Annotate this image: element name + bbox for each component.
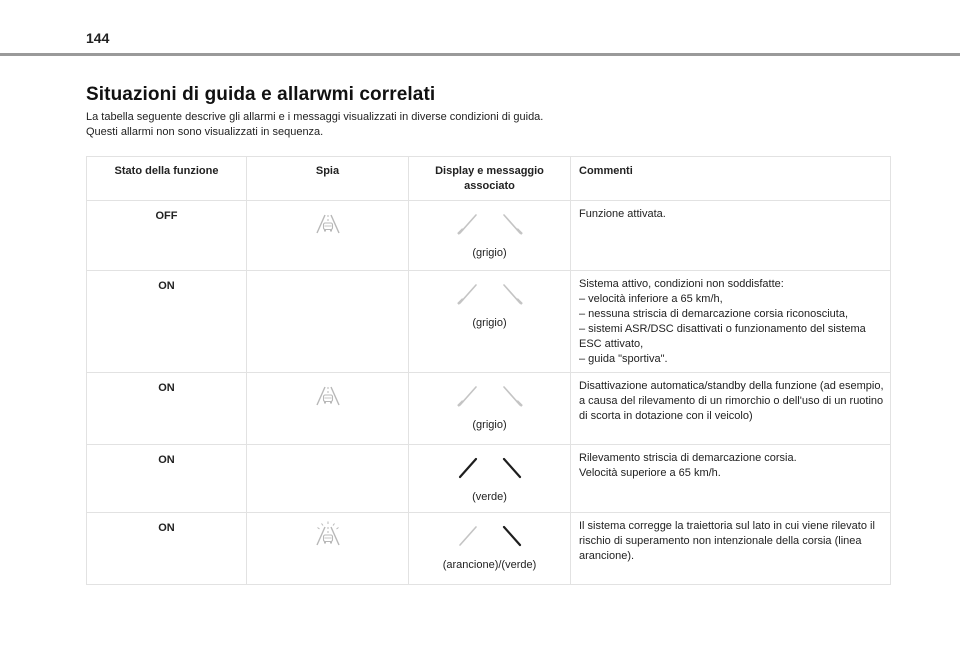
comment-cell: [571, 373, 891, 445]
lane-assist-active-icon: [314, 521, 342, 552]
comment-cell: [571, 201, 891, 271]
display-message-cell: [409, 445, 571, 513]
function-state: ON: [87, 513, 247, 585]
page-number: 144: [86, 30, 110, 46]
function-state: ON: [87, 271, 247, 373]
function-state: ON: [87, 373, 247, 445]
comment-line: Il sistema corregge la traiettoria sul lato in cui viene rilevato il rischio di superamento non intenzionale della corsia (linea arancione).: [579, 520, 875, 562]
display-message-cell: [409, 201, 571, 271]
function-state: OFF: [87, 201, 247, 271]
display-color-label: (grigio): [472, 247, 507, 259]
lane-assist-grey-icon: [314, 209, 342, 240]
lane-lines-green-icon: [415, 451, 564, 484]
comment-line: Rilevamento striscia di demarcazione corsia.: [579, 452, 797, 464]
table-header-row: [87, 157, 891, 201]
comment-line: – velocità inferiore a 65 km/h,: [579, 293, 723, 305]
function-state: ON: [87, 445, 247, 513]
comment-line: – nessuna striscia di demarcazione corsia riconosciuta,: [579, 308, 849, 320]
header-spia: Spia: [247, 157, 409, 201]
table-row: [87, 373, 891, 445]
table-row: [87, 445, 891, 513]
comment-cell: [571, 445, 891, 513]
lane-lines-orange-green-icon: [415, 519, 564, 552]
comment-line: Funzione attivata.: [579, 208, 666, 220]
comment-line: Disattivazione automatica/standby della funzione (ad esempio, a causa del rilevamento di un rimorchio o dell'uso di un ruotino di scorta in dotazione con il veicolo): [579, 380, 884, 422]
lane-assist-grey-icon: [314, 381, 342, 412]
table-row: [87, 513, 891, 585]
warning-light-cell: [247, 373, 409, 445]
header-comments: Commenti: [571, 157, 891, 201]
lane-lines-grey-icon: [415, 207, 564, 240]
lane-lines-grey-icon: [415, 277, 564, 310]
page-title: Situazioni di guida e allarwmi correlati: [86, 84, 436, 105]
intro-line-1: La tabella seguente descrive gli allarmi e i messaggi visualizzati in diverse condizioni di guida.: [86, 111, 544, 123]
display-message-cell: [409, 271, 571, 373]
warning-light-cell: [247, 513, 409, 585]
warning-light-cell: [247, 201, 409, 271]
alarm-table: [86, 156, 891, 585]
lane-lines-grey-icon: [415, 379, 564, 412]
comment-line: – guida "sportiva".: [579, 353, 668, 365]
display-message-cell: [409, 513, 571, 585]
table-row: [87, 201, 891, 271]
display-message-cell: [409, 373, 571, 445]
warning-light-cell: [247, 445, 409, 513]
comment-cell: [571, 513, 891, 585]
header-rule: [0, 53, 960, 56]
comment-cell: [571, 271, 891, 373]
header-state: Stato della funzione: [87, 157, 247, 201]
intro-text: [86, 110, 886, 140]
display-color-label: (grigio): [472, 419, 507, 431]
display-color-label: (verde): [472, 491, 507, 503]
intro-line-2: Questi allarmi non sono visualizzati in sequenza.: [86, 126, 324, 138]
comment-line: Sistema attivo, condizioni non soddisfatte:: [579, 278, 784, 290]
comment-line: – sistemi ASR/DSC disattivati o funzionamento del sistema ESC attivato,: [579, 323, 866, 350]
display-color-label: (grigio): [472, 317, 507, 329]
display-color-label: (arancione)/(verde): [442, 559, 537, 571]
header-display: Display e messaggio associato: [409, 157, 571, 201]
comment-line: Velocità superiore a 65 km/h.: [579, 467, 721, 479]
warning-light-cell: [247, 271, 409, 373]
table-row: [87, 271, 891, 373]
